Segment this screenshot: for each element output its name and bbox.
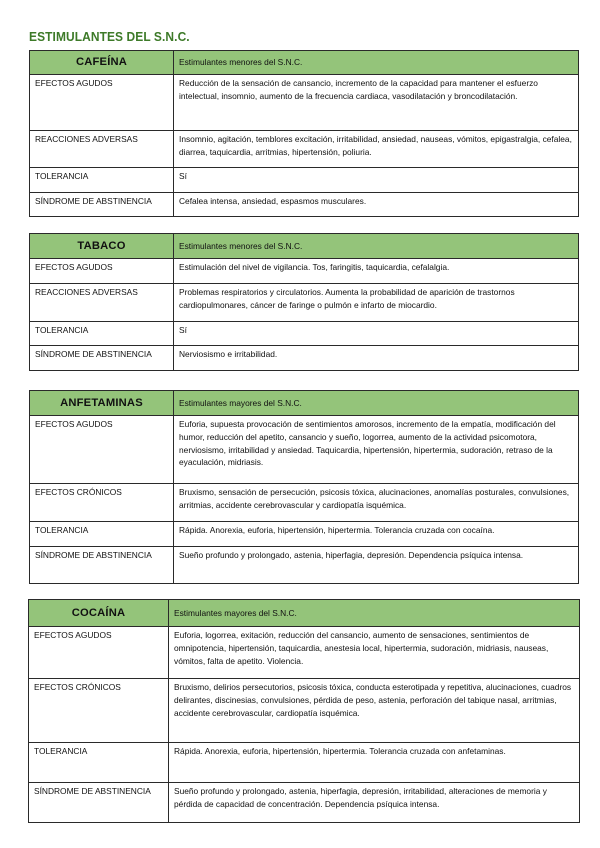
cocaina-table [28, 599, 580, 823]
drug-name: TABACO [30, 234, 174, 259]
table-row [30, 168, 579, 193]
row-label: EFECTOS AGUDOS [30, 416, 174, 484]
row-text: Sí [174, 322, 579, 346]
table-row [29, 783, 580, 823]
table-row [30, 259, 579, 284]
row-text: Rápida. Anorexia, euforia, hipertensión, hipertermia. Tolerancia cruzada con cocaína. [174, 522, 579, 547]
row-label: REACCIONES ADVERSAS [30, 131, 174, 168]
row-text: Reducción de la sensación de cansancio, incremento de la capacidad para mantener el esfuerzo intelectual, insomnio, aumento de la frecuencia cardiaca, vasodilatación y broncodilatación. [174, 75, 579, 131]
row-label: EFECTOS CRÓNICOS [30, 484, 174, 522]
drug-name: CAFEÍNA [30, 51, 174, 75]
table-row [30, 416, 579, 484]
drug-category: Estimulantes mayores del S.N.C. [174, 391, 579, 416]
row-text: Sí [174, 168, 579, 193]
row-label: EFECTOS AGUDOS [30, 75, 174, 131]
row-text: Problemas respiratorios y circulatorios. Aumenta la probabilidad de aparición de trastornos cardiopulmonares, cáncer de faringe o pulmón e infarto de miocardio. [174, 284, 579, 322]
page-title: ESTIMULANTES DEL S.N.C. [29, 29, 190, 44]
row-label: EFECTOS CRÓNICOS [29, 679, 169, 743]
table-row [30, 131, 579, 168]
row-text: Cefalea intensa, ansiedad, espasmos musculares. [174, 193, 579, 217]
table-row [30, 75, 579, 131]
tabaco-table [29, 233, 579, 371]
table-row [30, 322, 579, 346]
row-text: Rápida. Anorexia, euforia, hipertensión, hipertermia. Tolerancia cruzada con anfetaminas. [169, 743, 580, 783]
row-text: Bruxismo, sensación de persecución, psicosis tóxica, alucinaciones, anomalías posturales, convulsiones, arritmias, accidente cerebrovascular y cardiopatía isquémica. [174, 484, 579, 522]
row-label: TOLERANCIA [30, 168, 174, 193]
row-text: Estimulación del nivel de vigilancia. Tos, faringitis, taquicardia, cefalalgia. [174, 259, 579, 284]
table-row [30, 193, 579, 217]
row-label: TOLERANCIA [29, 743, 169, 783]
row-label: SÍNDROME DE ABSTINENCIA [30, 346, 174, 371]
drug-name: ANFETAMINAS [30, 391, 174, 416]
drug-category: Estimulantes menores del S.N.C. [174, 51, 579, 75]
drug-category: Estimulantes mayores del S.N.C. [169, 600, 580, 627]
drug-category: Estimulantes menores del S.N.C. [174, 234, 579, 259]
anfetaminas-table [29, 390, 579, 584]
row-text: Bruxismo, delirios persecutorios, psicosis tóxica, conducta esterotipada y repetitiva, alucinaciones, cuadros delirantes, discinesias, convulsiones, pérdida de peso, astenia, perforación del tabique nasal, arritmias, accidente cerebrovascular, cardiopatía isquémica. [169, 679, 580, 743]
row-text: Nerviosismo e irritabilidad. [174, 346, 579, 371]
row-text: Sueño profundo y prolongado, astenia, hiperfagia, depresión, irritabilidad, alteraciones de memoria y pérdida de capacidad de concentración. Dependencia psíquica intensa. [169, 783, 580, 823]
drug-name: COCAÍNA [29, 600, 169, 627]
row-label: SÍNDROME DE ABSTINENCIA [30, 547, 174, 584]
table-row [30, 284, 579, 322]
row-label: TOLERANCIA [30, 322, 174, 346]
row-label: TOLERANCIA [30, 522, 174, 547]
table-header-row [30, 234, 579, 259]
table-header-row [30, 51, 579, 75]
row-label: SÍNDROME DE ABSTINENCIA [29, 783, 169, 823]
table-header-row [30, 391, 579, 416]
cafeina-table [29, 50, 579, 217]
row-label: SÍNDROME DE ABSTINENCIA [30, 193, 174, 217]
table-row [29, 627, 580, 679]
table-row [30, 547, 579, 584]
row-label: EFECTOS AGUDOS [29, 627, 169, 679]
table-header-row [29, 600, 580, 627]
row-label: REACCIONES ADVERSAS [30, 284, 174, 322]
table-row [30, 346, 579, 371]
row-text: Euforia, logorrea, exitación, reducción del cansancio, aumento de sensaciones, sentimientos de omnipotencia, hipertensión, taquicardia, anestesia local, hipertermia, sudoración, midriasis, nauseas, vómitos, falta de apetito. Violencia. [169, 627, 580, 679]
row-text: Insomnio, agitación, temblores excitación, irritabilidad, ansiedad, nauseas, vómitos, epigastralgia, cefalea, diarrea, taquicardia, arritmias, hipertensión, poliuria. [174, 131, 579, 168]
table-row [29, 743, 580, 783]
row-label: EFECTOS AGUDOS [30, 259, 174, 284]
row-text: Sueño profundo y prolongado, astenia, hiperfagia, depresión. Dependencia psíquica intensa. [174, 547, 579, 584]
table-row [30, 484, 579, 522]
table-row [29, 679, 580, 743]
table-row [30, 522, 579, 547]
row-text: Euforia, supuesta provocación de sentimientos amorosos, incremento de la empatía, modificación del humor, reducción del apetito, cansancio y sueño, logorrea, aumento de la actividad psicomotora, nerviosismo, irritabilidad y ansiedad. Taquicardia, hipertensión, hipertermia, sudoración, retraso de la eyaculación, midriasis. [174, 416, 579, 484]
